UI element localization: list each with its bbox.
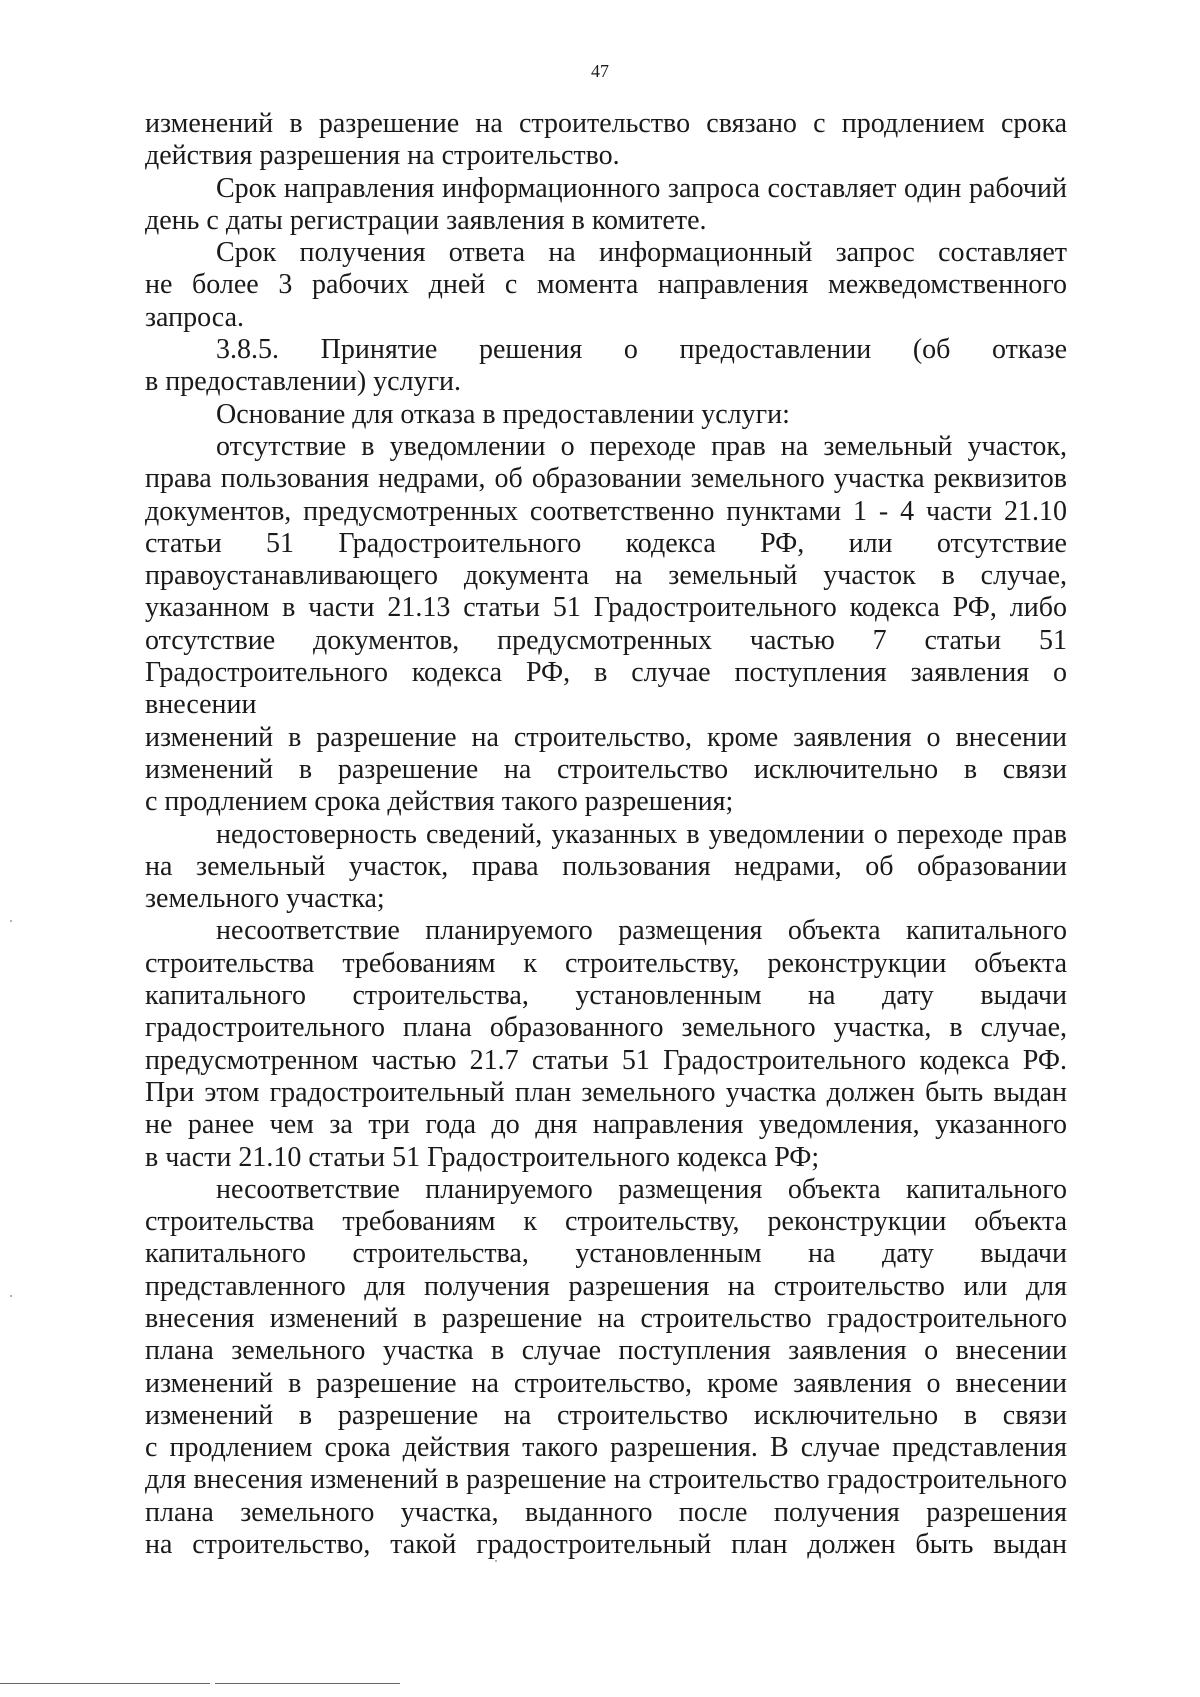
text-line: Срок направления информационного запроса составляет один рабочий (216, 172, 1067, 204)
scan-artifact-dot (10, 920, 12, 922)
text-line: капитального строительства, установленным на дату выдачи (145, 980, 1067, 1012)
text-line: строительства требованиям к строительству, реконструкции объекта (145, 947, 1067, 979)
text-line: капитального строительства, установленным на дату выдачи (145, 1238, 1067, 1270)
text-line: изменений в разрешение на строительство связано с продлением срока (145, 108, 1067, 139)
document-body (145, 108, 1067, 1561)
text-line: плана земельного участка в случае поступления заявления о внесении (145, 1335, 1067, 1367)
text-line: плана земельного участка, выданного после получения разрешения (145, 1496, 1067, 1528)
text-line: документов, предусмотренных соответственно пунктами 1 - 4 части 21.10 (145, 495, 1067, 527)
text-line: в части 21.10 статьи 51 Градостроительного кодекса РФ; (145, 1141, 820, 1173)
text-line: на строительство, такой градостроительный план должен быть выдан (145, 1529, 1067, 1561)
text-line: указанном в части 21.13 статьи 51 Градостроительного кодекса РФ, либо (145, 592, 1067, 624)
text-line: представленного для получения разрешения на строительство или для (145, 1270, 1067, 1302)
text-line: отсутствие в уведомлении о переходе прав на земельный участок, (216, 430, 1067, 462)
text-line: несоответствие планируемого размещения объекта капитального (216, 915, 1067, 947)
text-line: не ранее чем за три года до дня направления уведомления, указанного (145, 1109, 1067, 1141)
scan-artifact-line (0, 1683, 210, 1684)
text-line: несоответствие планируемого размещения объекта капитального (216, 1173, 1067, 1205)
text-line: действия разрешения на строительство. (145, 140, 620, 172)
text-line: внесения изменений в разрешение на строительство градостроительного (145, 1302, 1067, 1334)
text-line: предусмотренном частью 21.7 статьи 51 Градостроительного кодекса РФ. (145, 1044, 1067, 1076)
text-line: Срок получения ответа на информационный запрос составляет (216, 237, 1067, 269)
text-line: изменений в разрешение на строительство исключительно в связи (145, 1399, 1067, 1431)
text-line: права пользования недрами, об образовании земельного участка реквизитов (145, 463, 1067, 495)
page-number: 47 (591, 61, 609, 81)
text-line: градостроительного плана образованного земельного участка, в случае, (145, 1012, 1067, 1044)
text-line: 3.8.5. Принятие решения о предоставлении (об отказе (216, 334, 1067, 366)
text-line: земельного участка; (145, 883, 385, 915)
scan-artifact-line (215, 1683, 400, 1684)
text-line: изменений в разрешение на строительство исключительно в связи (145, 753, 1067, 785)
text-line: на земельный участок, права пользования недрами, об образовании (145, 850, 1067, 882)
text-line: недостоверность сведений, указанных в уведомлении о переходе прав (216, 818, 1067, 850)
text-line: изменений в разрешение на строительство, кроме заявления о внесении (145, 721, 1067, 753)
text-line: с продлением срока действия такого разрешения; (145, 786, 734, 818)
text-line: При этом градостроительный план земельного участка должен быть выдан (145, 1076, 1067, 1108)
text-line: запроса. (145, 301, 244, 333)
text-line: изменений в разрешение на строительство, кроме заявления о внесении (145, 1367, 1067, 1399)
text-line: день с даты регистрации заявления в комитете. (145, 204, 707, 236)
text-line: в предоставлении) услуги. (145, 366, 462, 398)
text-line: Градостроительного кодекса РФ, в случае поступления заявления о внесении (145, 657, 1067, 721)
text-line: не более 3 рабочих дней с момента направления межведомственного (145, 269, 1067, 301)
text-line: с продлением срока действия такого разрешения. В случае представления (145, 1432, 1067, 1464)
text-line: правоустанавливающего документа на земельный участок в случае, (145, 560, 1067, 592)
text-line: отсутствие документов, предусмотренных частью 7 статьи 51 (145, 624, 1067, 656)
text-line: строительства требованиям к строительству, реконструкции объекта (145, 1206, 1067, 1238)
text-line: статьи 51 Градостроительного кодекса РФ, или отсутствие (145, 527, 1067, 559)
scan-artifact-dot (10, 1295, 12, 1297)
text-line: Основание для отказа в предоставлении услуги: (216, 398, 790, 430)
text-line: для внесения изменений в разрешение на строительство градостроительного (145, 1464, 1067, 1496)
scan-artifact-dot (495, 1560, 497, 1562)
